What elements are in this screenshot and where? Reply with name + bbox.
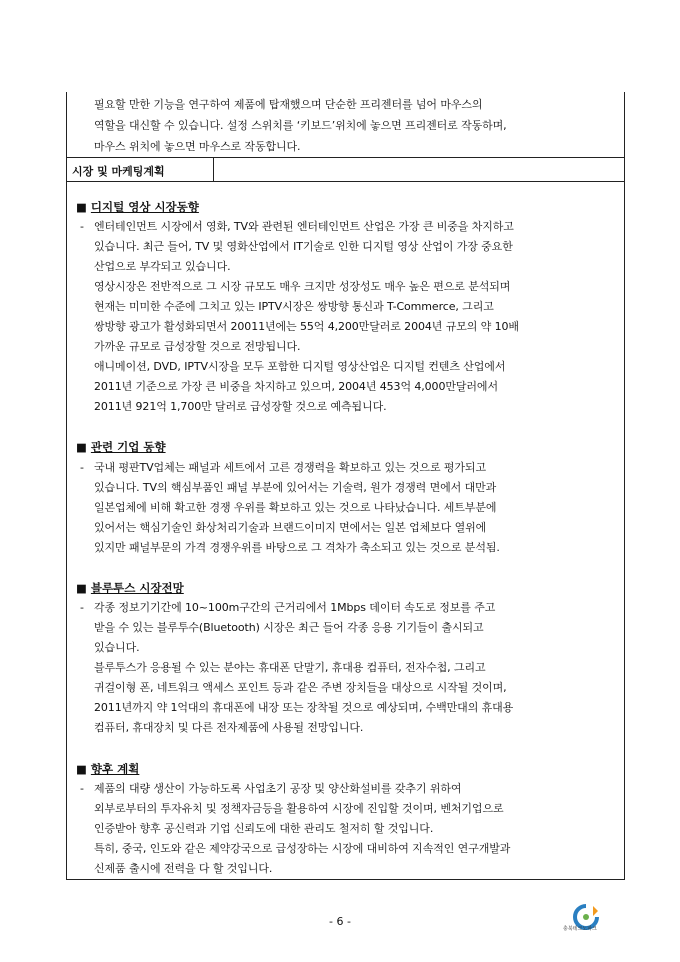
- frame-bottom-border: [66, 879, 625, 880]
- body-line: 영상시장은 전반적으로 그 시장 규모도 매우 크지만 성장성도 매우 높은 편으로 분석되며: [94, 280, 511, 293]
- body-line: 일본업체에 비해 확고한 경쟁 우위를 확보하고 있는 것으로 나타났습니다. 세트부분에: [94, 501, 497, 514]
- body-line: 인증받아 향후 공신력과 기업 신뢰도에 대한 관리도 철저히 할 것입니다.: [94, 822, 434, 835]
- body-line: 있지만 패널부문의 가격 경쟁우위를 바탕으로 그 격차가 축소되고 있는 것으로 분석됨.: [94, 541, 500, 554]
- intro-line: 역할을 대신할 수 있습니다. 설정 스위치를 ‘키보드’위치에 놓으면 프리젠터로 작동하며,: [94, 119, 507, 132]
- body-line: 2011년까지 약 1억대의 휴대폰에 내장 또는 장착될 것으로 예상되며, 수백만대의 휴대용: [94, 701, 514, 714]
- body-line: 받을 수 있는 블루투수(Bluetooth) 시장은 최근 들어 각종 응용 기기들이 출시되고: [94, 621, 484, 634]
- heading-marker: ■: [76, 200, 87, 214]
- section-title-bottom-border: [66, 181, 625, 182]
- body-line: 2011년 921억 1,700만 달러로 급성장할 것으로 예측됩니다.: [94, 400, 387, 413]
- body-line: 컴퓨터, 휴대장치 및 다른 전자제품에 사용될 전망입니다.: [94, 721, 364, 734]
- page-number: - 6 -: [329, 915, 351, 928]
- section-heading: [76, 762, 139, 776]
- intro-line: 마우스 위치에 놓으면 마우스로 작동합니다.: [94, 140, 301, 153]
- body-line: 2011년 기준으로 가장 큰 비중을 차지하고 있으며, 2004년 453억 4,000만달러에서: [94, 380, 498, 393]
- body-line: 애니메이션, DVD, IPTV시장을 모두 포함한 디지털 영상산업은 디지털 컨텐츠 산업에서: [94, 360, 506, 373]
- heading-text: 관련 기업 동향: [90, 440, 166, 454]
- body-line: 외부로부터의 투자유치 및 정책자금등을 활용하여 시장에 진입할 것이며, 벤처기업으로: [94, 802, 504, 815]
- logo-caption: 충북테크노파크: [563, 926, 597, 932]
- dash-marker: -: [80, 461, 84, 474]
- heading-marker: ■: [76, 762, 87, 776]
- body-line: 쌍방향 광고가 활성화되면서 20011년에는 55억 4,200만달러로 2004년 규모의 약 10배: [94, 320, 519, 333]
- body-line: 산업으로 부각되고 있습니다.: [94, 260, 231, 273]
- body-line: 있어서는 핵심기술인 화상처리기술과 브랜드이미지 면에서는 일본 업체보다 열위에: [94, 521, 487, 534]
- section-title: 시장 및 마케팅계획: [72, 165, 165, 178]
- body-line: 각종 정보기기간에 10~100m구간의 근거리에서 1Mbps 데이터 속도로 정보를 주고: [94, 601, 496, 614]
- body-line: 엔터테인먼트 시장에서 영화, TV와 관련된 엔터테인먼트 산업은 가장 큰 비중을 차지하고: [94, 220, 514, 233]
- body-line: 귀걸이형 폰, 네트워크 액세스 포인트 등과 같은 주변 장치들을 대상으로 시작될 것이며,: [94, 681, 507, 694]
- body-line: 있습니다.: [94, 641, 140, 654]
- heading-text: 블루투스 시장전망: [90, 581, 184, 595]
- body-line: 제품의 대량 생산이 가능하도록 사업초기 공장 및 양산화설비를 갖추기 위하여: [94, 782, 462, 795]
- dash-marker: -: [80, 782, 84, 795]
- section-heading: [76, 200, 199, 214]
- heading-text: 디지털 영상 시장동향: [90, 200, 199, 214]
- body-line: 신제품 출시에 전력을 다 할 것입니다.: [94, 862, 273, 875]
- body-line: 블루투스가 응용될 수 있는 분야는 휴대폰 단말기, 휴대용 컴퓨터, 전자수첩, 그리고: [94, 661, 486, 674]
- heading-text: 향후 계획: [90, 762, 140, 776]
- body-line: 가까운 규모로 급성장할 것으로 전망됩니다.: [94, 340, 301, 353]
- body-line: 국내 평판TV업체는 패널과 세트에서 고른 경쟁력을 확보하고 있는 것으로 평가되고: [94, 461, 486, 474]
- body-line: 현재는 미미한 수준에 그치고 있는 IPTV시장은 쌍방향 통신과 T-Commerce, 그리고: [94, 300, 494, 313]
- heading-marker: ■: [76, 440, 87, 454]
- body-line: 있습니다. TV의 핵심부품인 패널 부분에 있어서는 기술력, 원가 경쟁력 면에서 대만과: [94, 481, 497, 494]
- section-heading: [76, 581, 184, 595]
- heading-marker: ■: [76, 581, 87, 595]
- body-line: 있습니다. 최근 들어, TV 및 영화산업에서 IT기술로 인한 디지털 영상 산업이 가장 중요한: [94, 240, 513, 253]
- dash-marker: -: [80, 220, 84, 233]
- section-heading: [76, 440, 166, 454]
- dash-marker: -: [80, 601, 84, 614]
- intro-line: 필요할 만한 기능을 연구하여 제품에 탑재했으며 단순한 프리젠터를 넘어 마우스의: [94, 98, 483, 111]
- body-line: 특히, 중국, 인도와 같은 제약강국으로 급성장하는 시장에 대비하여 지속적인 연구개발과: [94, 842, 511, 855]
